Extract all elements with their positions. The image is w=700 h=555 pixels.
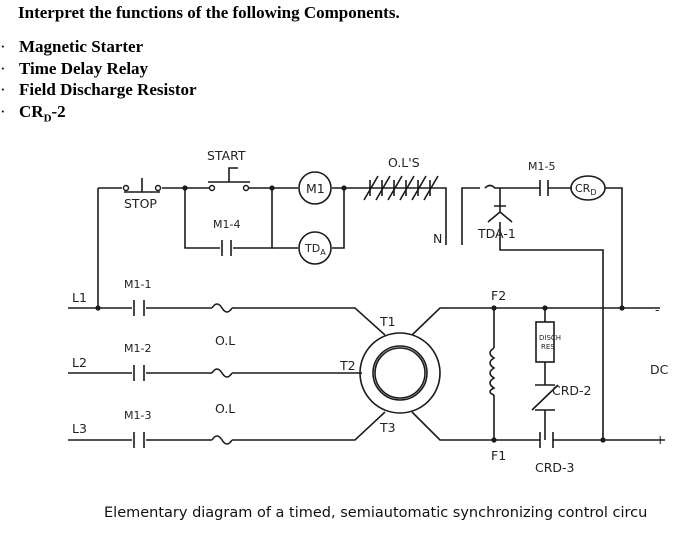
wire-l3 [68, 412, 385, 440]
bullet-icon [0, 58, 6, 79]
start-button-symbol [208, 168, 250, 191]
component-label-subscript: D [43, 111, 52, 124]
label-tda-coil [304, 242, 326, 257]
control-circuit-diagram [0, 140, 700, 495]
crd-3-contact-symbol [540, 432, 553, 448]
label-crd-coil [575, 182, 597, 197]
wire-coil-join [332, 188, 344, 248]
label-f2: F2 [491, 288, 507, 303]
m1-4-contact-symbol [222, 240, 231, 256]
label-tda-coil-sub: A [320, 248, 326, 257]
label-tda-1: TDA-1 [478, 226, 516, 241]
label-ols: O.L'S [388, 155, 420, 170]
label-ol-3: O.L [215, 401, 236, 416]
discharge-resistor-symbol [536, 322, 554, 362]
component-label: Time Delay Relay [19, 58, 149, 78]
m1-5-contact-symbol [540, 180, 548, 196]
bullet-icon [0, 79, 6, 100]
label-disch: DISCH [539, 334, 562, 342]
label-m1-2: M1-2 [124, 342, 152, 355]
label-m1-3: M1-3 [124, 409, 152, 422]
label-t1: T1 [380, 314, 396, 329]
component-item [0, 58, 197, 80]
label-l2: L2 [72, 355, 87, 370]
overload-heaters-symbol [212, 304, 232, 444]
label-n: N [433, 231, 443, 246]
label-res: RES [541, 343, 555, 351]
label-ol-2: O.L [215, 333, 236, 348]
bullet-icon [0, 36, 6, 57]
diagram-caption: Elementary diagram of a timed, semiautomatic synchronizing control circu [104, 505, 648, 521]
label-m1: M1 [306, 181, 325, 196]
label-t3: T3 [380, 420, 396, 435]
wire-ol-series [344, 188, 446, 245]
bullet-icon [0, 101, 6, 122]
stop-button-symbol [124, 178, 161, 192]
field-coil-symbol [490, 348, 494, 395]
component-list [0, 36, 197, 122]
label-l1: L1 [72, 290, 87, 305]
component-label: Field Discharge Resistor [19, 80, 197, 99]
label-plus: + [655, 432, 666, 447]
component-item [0, 36, 197, 58]
label-l3: L3 [72, 421, 87, 436]
question-title: Interpret the functions of the following Components. [18, 3, 400, 22]
label-start: START [207, 148, 246, 163]
label-crd-coil-main: CR [575, 182, 591, 195]
component-label: CR [19, 101, 44, 121]
label-minus: - [655, 302, 660, 317]
synchronous-motor-symbol [360, 333, 440, 413]
line-contacts-symbol [134, 300, 144, 448]
label-t2: T2 [340, 358, 356, 373]
component-item [0, 101, 197, 123]
label-m1-5: M1-5 [528, 160, 556, 173]
label-stop: STOP [124, 196, 157, 211]
wire-right-vertical [605, 188, 622, 308]
label-crd-coil-sub: D [590, 188, 597, 197]
label-m1-4: M1-4 [213, 218, 241, 231]
wire-f1 [412, 412, 665, 440]
overload-contacts-symbol [362, 176, 438, 200]
component-item [0, 79, 197, 101]
label-crd-2: CRD-2 [552, 383, 592, 398]
label-m1-1: M1-1 [124, 278, 152, 291]
component-label-suffix: -2 [51, 101, 66, 121]
label-dc: DC [650, 362, 669, 377]
label-tda-coil-main: TD [305, 242, 321, 255]
wire-tda-to-bottom [500, 222, 603, 440]
power-wiring [68, 308, 665, 440]
label-crd-3: CRD-3 [535, 460, 575, 475]
label-f1: F1 [491, 448, 507, 463]
component-label: Magnetic Starter [19, 37, 144, 56]
